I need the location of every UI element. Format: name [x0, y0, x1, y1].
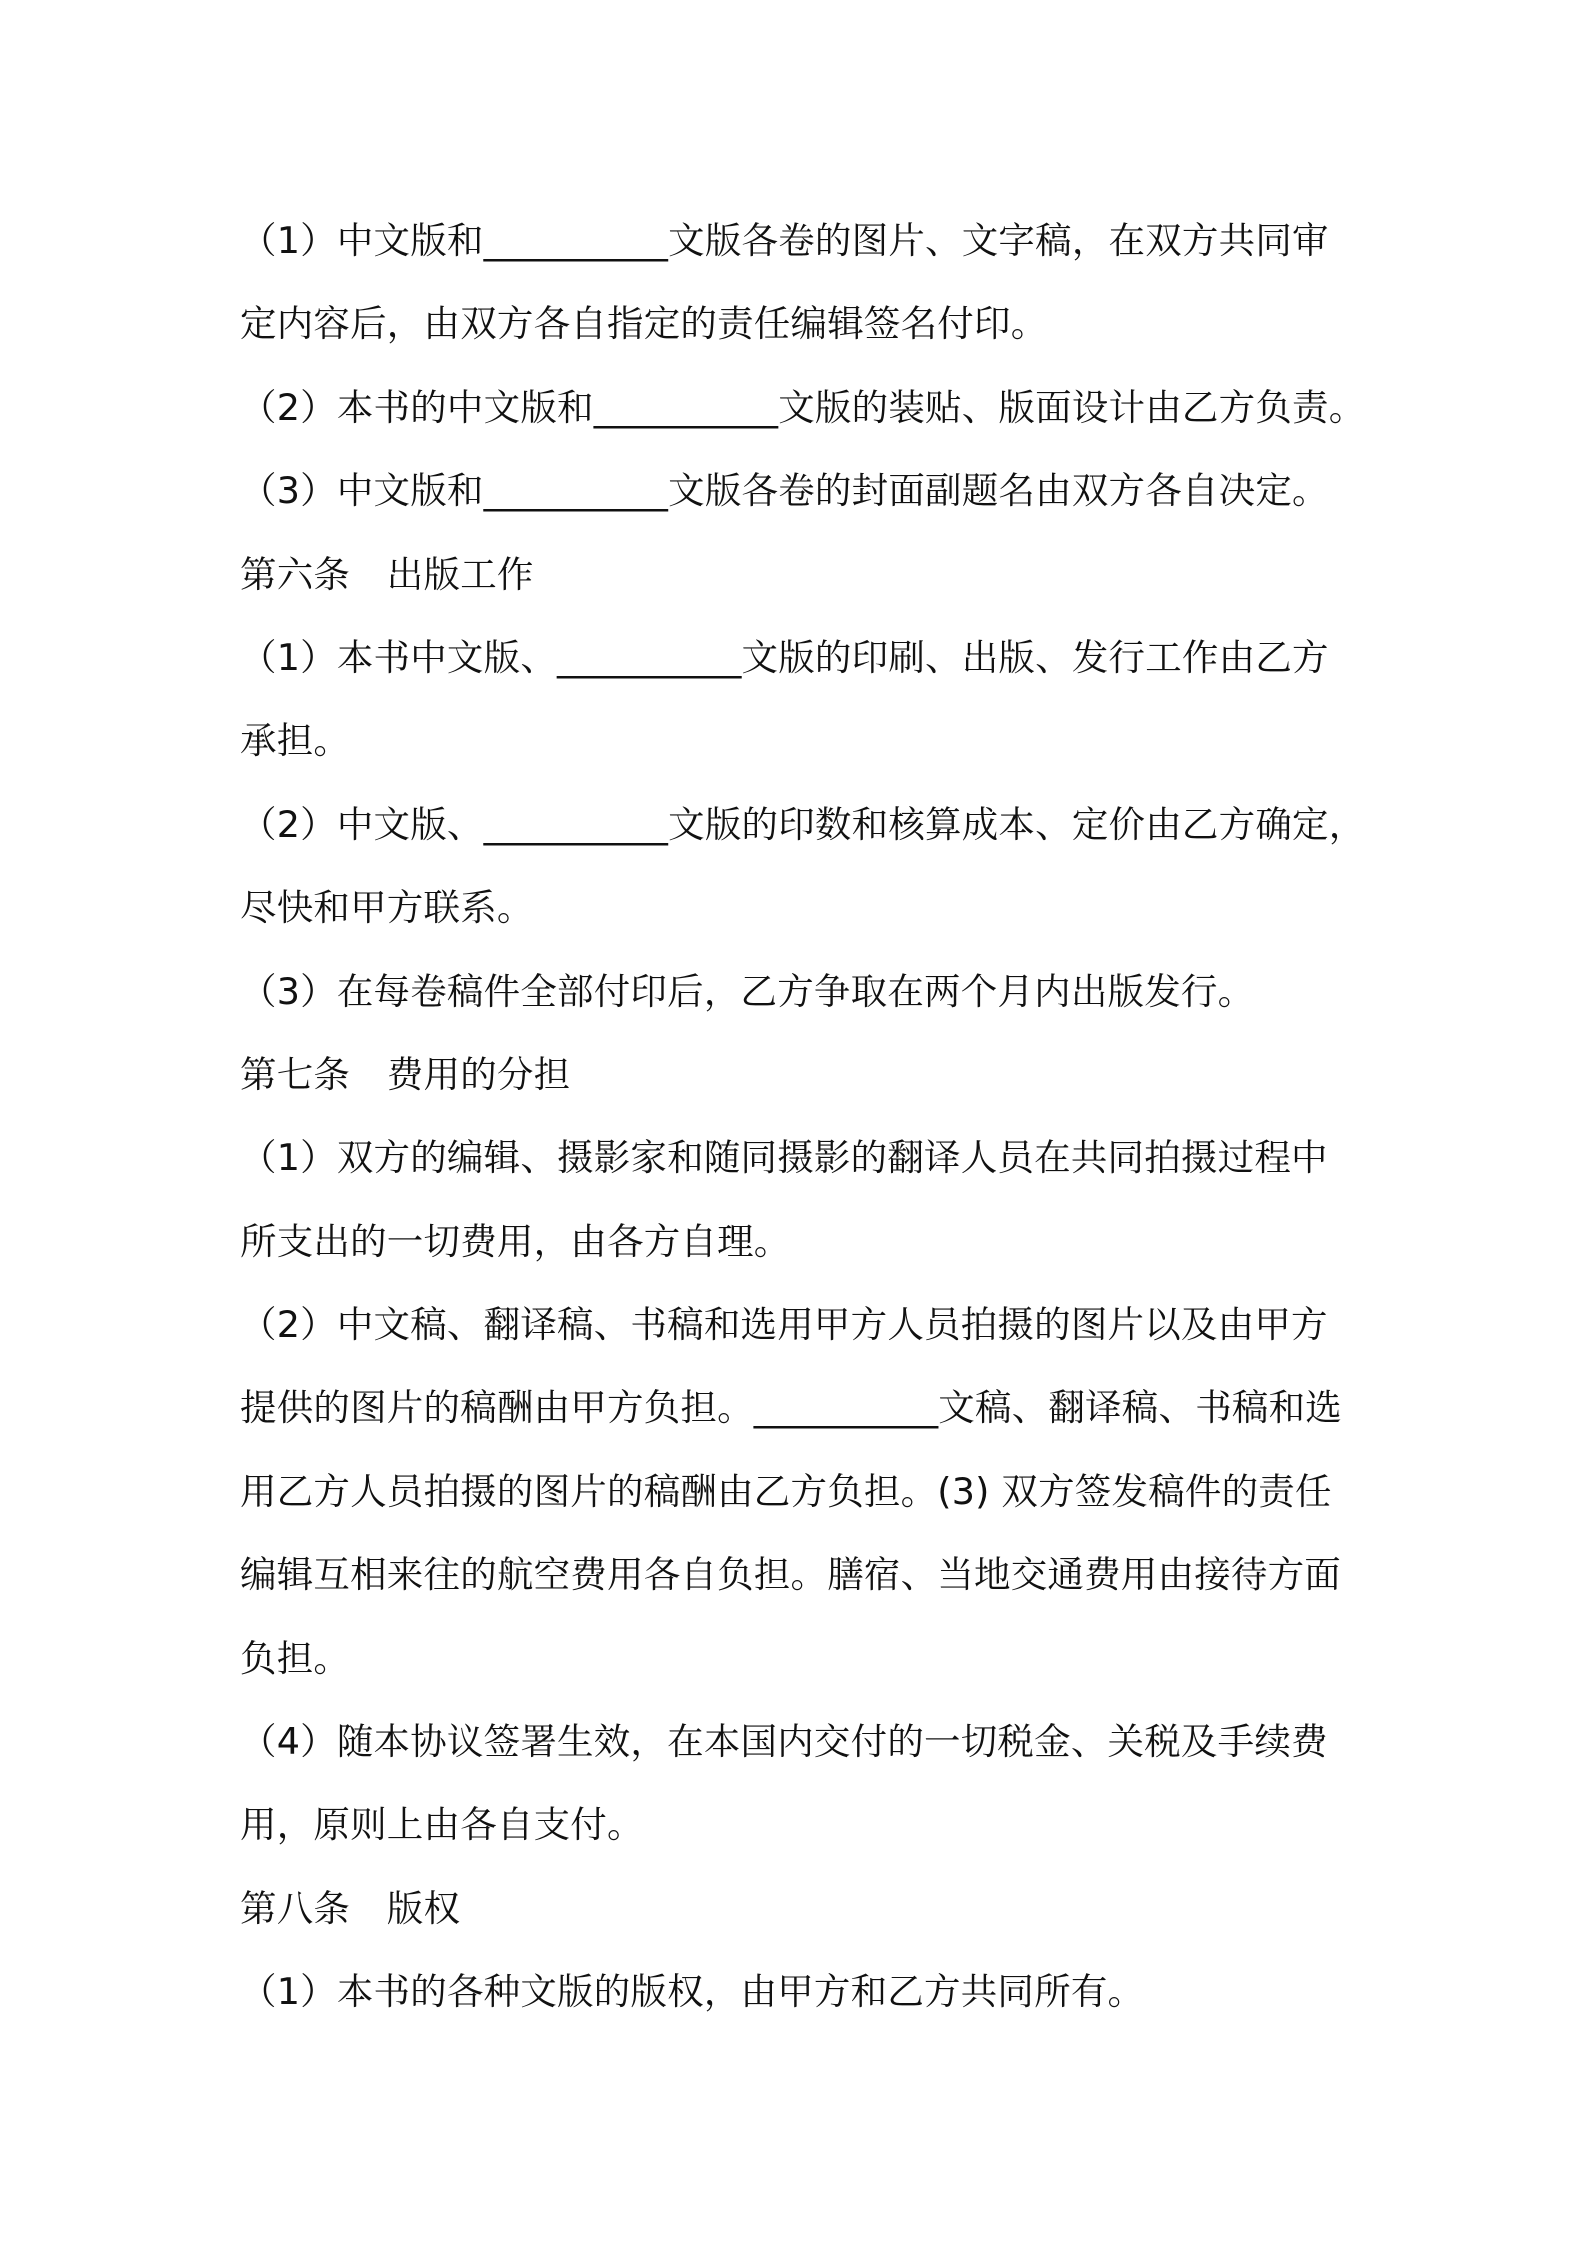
- paragraph-line: 所支出的一切费用，由各方自理。: [240, 1219, 791, 1263]
- paragraph-line: （1）本书中文版、__________文版的印刷、出版、发行工作由乙方: [240, 635, 1329, 679]
- article-heading: 第八条 版权: [240, 1886, 461, 1930]
- document-body: [240, 199, 1390, 2034]
- paragraph-line: 定内容后，由双方各自指定的责任编辑签名付印。: [240, 302, 1048, 346]
- paragraph-line: 编辑互相来往的航空费用各自负担。膳宿、当地交通费用由接待方面: [240, 1553, 1341, 1597]
- paragraph-line: 尽快和甲方联系。: [240, 886, 534, 930]
- paragraph-line: （1）本书的各种文版的版权，由甲方和乙方共同所有。: [240, 1970, 1145, 2014]
- paragraph-line: （4）随本协议签署生效，在本国内交付的一切税金、关税及手续费: [240, 1720, 1328, 1764]
- article-heading: 第七条 费用的分担: [240, 1052, 571, 1096]
- paragraph-line: 提供的图片的稿酬由甲方负担。__________文稿、翻译稿、书稿和选: [240, 1386, 1342, 1430]
- paragraph-line: 用乙方人员拍摄的图片的稿酬由乙方负担。(3) 双方签发稿件的责任: [240, 1469, 1332, 1513]
- paragraph-line: 用，原则上由各自支付。: [240, 1803, 644, 1847]
- paragraph-line: （2）中文版、__________文版的印数和核算成本、定价由乙方确定，: [240, 802, 1366, 846]
- paragraph-line: （1）中文版和__________文版各卷的图片、文字稿，在双方共同审: [240, 219, 1329, 262]
- paragraph-line: 负担。: [240, 1636, 351, 1680]
- paragraph-line: （1）双方的编辑、摄影家和随同摄影的翻译人员在共同拍摄过程中: [240, 1136, 1328, 1180]
- paragraph-line: （3）在每卷稿件全部付印后，乙方争取在两个月内出版发行。: [240, 969, 1255, 1013]
- paragraph-line: （2）本书的中文版和__________文版的装贴、版面设计由乙方负责。: [240, 385, 1366, 429]
- paragraph-line: 承担。: [240, 719, 351, 763]
- paragraph-line: （3）中文版和__________文版各卷的封面副题名由双方各自决定。: [240, 469, 1329, 513]
- article-heading: 第六条 出版工作: [240, 552, 534, 596]
- paragraph-line: （2）中文稿、翻译稿、书稿和选用甲方人员拍摄的图片以及由甲方: [240, 1303, 1328, 1347]
